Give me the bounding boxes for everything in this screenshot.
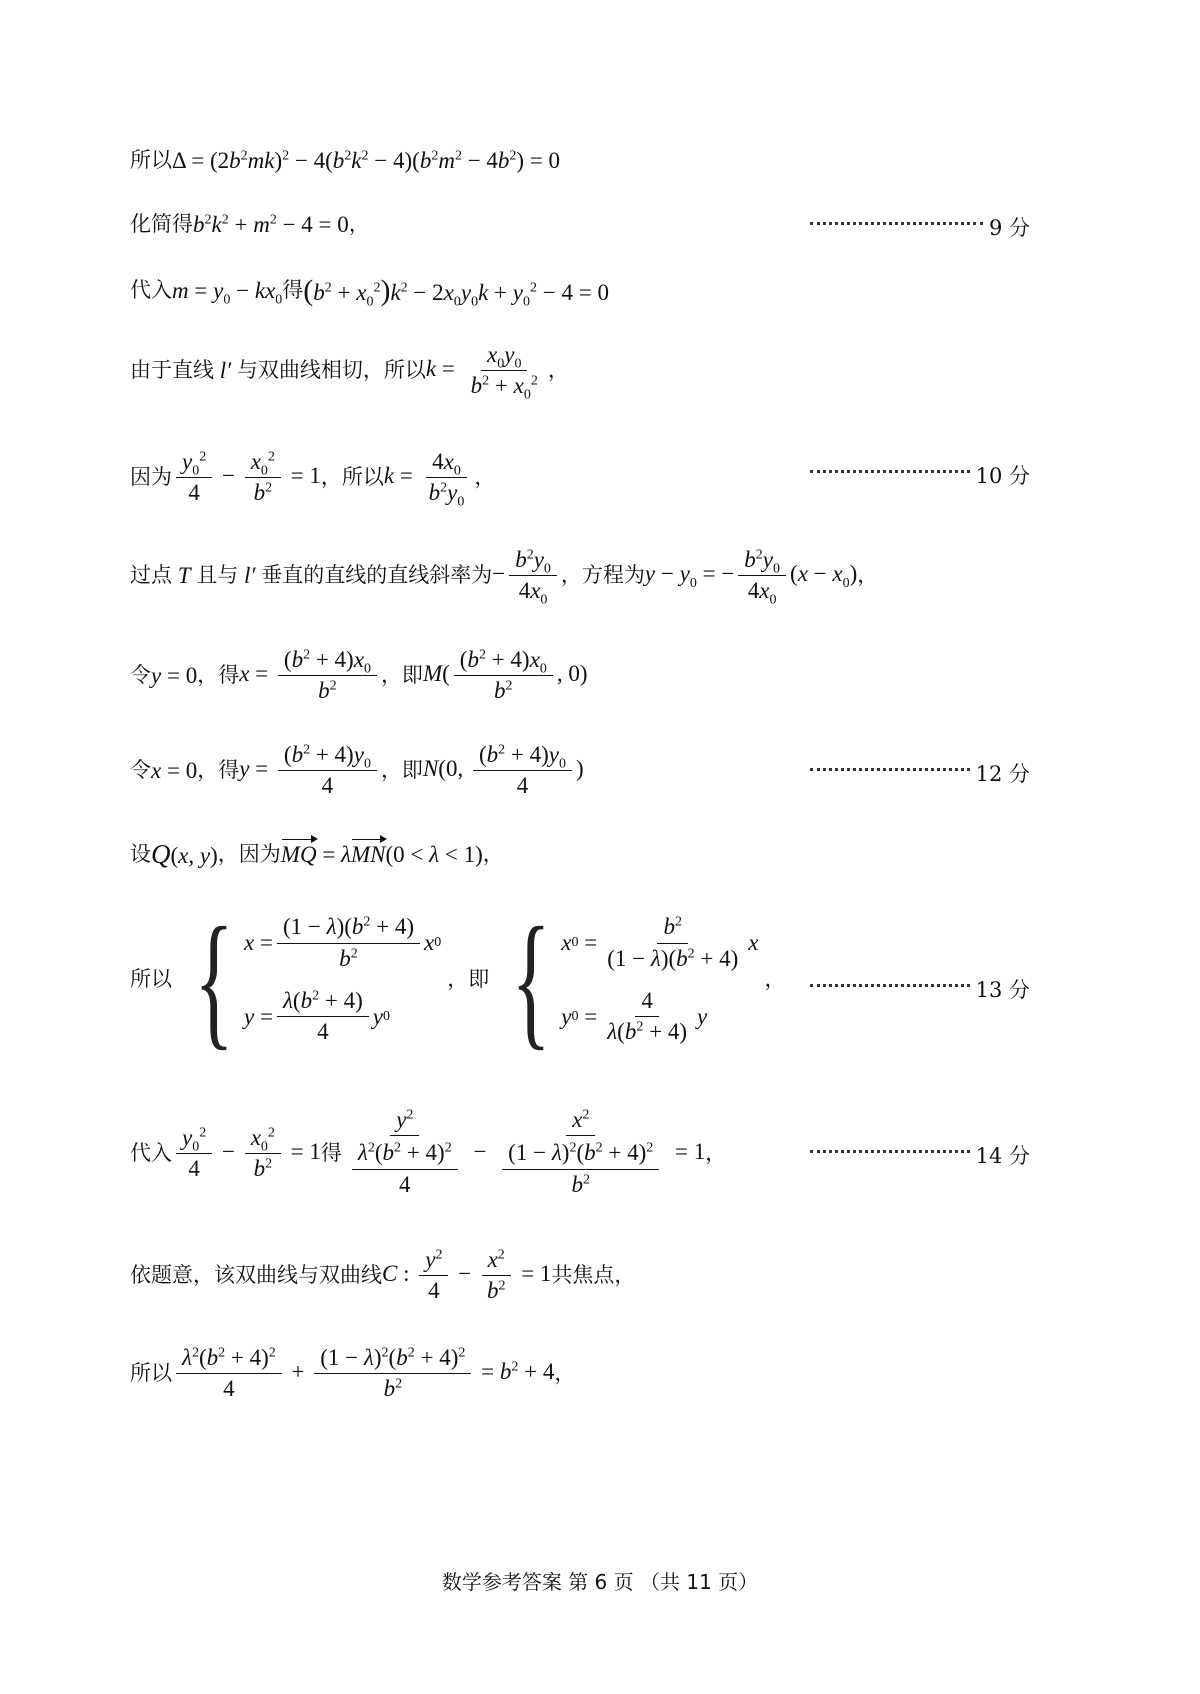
formula-y-zero: y = 0 — [151, 663, 198, 689]
line-set-q: 设 Q(x, y) ，因为 MQ = λMN(0 < λ < 1) ， — [130, 839, 504, 869]
text-prefix: 设 — [130, 842, 151, 867]
text-mid: 得 — [320, 1141, 342, 1166]
text-mid: ，得 — [197, 758, 240, 783]
line-tangent: 由于直线 l′ 与双曲线相切，所以 k = $\frac{x_0y_0}{b^2 + x_0^2}$ ， — [130, 342, 569, 404]
text-mid: 得 — [282, 277, 304, 302]
text-mid: ，因为 — [217, 842, 281, 867]
score-label: 10 分 — [975, 464, 1030, 488]
text-prefix: 化简得 — [130, 212, 193, 237]
text-mid: ，即 — [380, 758, 423, 783]
formula-hyperbola-point: $\frac{y_0^2}{4}$ − $\frac{x_0^2}{b^2}$ = 1 — [172, 1123, 321, 1185]
line-systems: 所以 { x = $\frac{(1 - \lambda)(b^2 + 4)}{b^2}$ x 0 y = $\frac{\lambda(b^2 + 4)}{4}$ y 0 ，即 { x 0 = $\frac{b^2}{(1 - \lambda)(b^2 + 4)}$ x y 0 = $\frac{4}{\lambda(b^2 + 4)}$ y ， — [130, 897, 786, 1063]
text-prefix: 令 — [130, 758, 151, 783]
text-prefix: 因为 — [130, 465, 172, 490]
text-prefix: 代入 — [130, 277, 172, 302]
formula-hyperbola-point: $\frac{y_0^2}{4}$ − $\frac{x_0^2}{b^2}$ = 1 — [172, 447, 321, 509]
formula-y-value: y = $\frac{(b^2 + 4)y_0}{4}$ — [239, 740, 381, 802]
formula-slope: − $\frac{b^2y_0}{4x_0}$ — [492, 545, 561, 607]
text-mid: ，得 — [197, 663, 240, 688]
formula-line-eq: $y - y_0$ = − $\frac{b^2y_0}{4x_0}$ $(x - x_0)$ — [644, 547, 858, 609]
text-prefix: 所以 — [130, 1361, 172, 1386]
score-mark — [810, 758, 1030, 788]
formula-point-n: N(0, $\frac{(b^2 + 4)y_0}{4}$ ) — [422, 742, 584, 799]
formula-discriminant: $\Delta = (2b^2mk)^2 - 4(b^2k^2 - 4)(b^2m^2 - 4b^2) = 0$ — [172, 148, 561, 173]
text-mid: 且与 — [196, 563, 239, 588]
formula-simplified: $b^2k^2 + m^2 - 4 = 0$ — [193, 212, 349, 237]
dot-leader — [810, 222, 983, 225]
score-label: 13 分 — [975, 978, 1030, 1002]
dot-leader — [810, 768, 970, 771]
dot-leader — [810, 984, 970, 987]
text-prefix: 由于直线 — [130, 358, 214, 383]
text-prefix: 令 — [130, 663, 151, 688]
formula-quadratic-k: $(b^2 + x_0^2)k^2 - 2x_0y_0k + y_0^2 - 4 = 0$ — [303, 274, 609, 310]
formula-k-result: k = $\frac{4x_0}{b^2y_0}$ — [384, 447, 474, 509]
dot-leader — [810, 470, 970, 473]
line-point-m — [130, 645, 587, 707]
text-mid: 与双曲线相切，所以 — [236, 358, 426, 383]
formula-x-zero: x = 0 — [151, 758, 198, 784]
formula-hyperbola-c: C : $\frac{y^2}{4}$ − $\frac{x^2}{b^2}$ = 1 — [382, 1247, 552, 1304]
formula-locus: $\frac{y^2}{\frac{\lambda^2(b^2 + 4)^2}{4}}$ − $\frac{x^2}{\frac{(1 - \lambda)^2(b^2 + 4)^2}{b^2}}$ = 1 — [342, 1105, 705, 1202]
line-simplify: 化简得 $b^2k^2 + m^2 - 4 = 0$ ， — [130, 212, 370, 237]
formula-point-q: Q(x, y) — [151, 839, 218, 869]
score-mark — [810, 1140, 1030, 1170]
text-prefix: 代入 — [130, 1141, 172, 1166]
score-mark — [810, 974, 1030, 1004]
text-mid: ，即 — [447, 967, 490, 992]
score-mark — [810, 460, 1030, 490]
score-label: 9 分 — [988, 216, 1030, 240]
line-focus-equation: 所以 $\frac{\lambda^2(b^2 + 4)^2}{4}$ + $\frac{(1 - \lambda)^2(b^2 + 4)^2}{b^2}$ = $b^2 + 4$ ， — [130, 1343, 575, 1405]
text-prefix: 所以 — [130, 967, 172, 992]
score-mark — [810, 212, 1030, 242]
score-label: 12 分 — [975, 762, 1030, 786]
line-substitute-m — [130, 274, 609, 310]
line-common-focus — [130, 1245, 635, 1307]
text-suffix: 共焦点， — [551, 1263, 636, 1288]
formula-m-def: $m = y_0 - kx_0$ — [172, 277, 283, 308]
formula-vector: MQ = λMN(0 < λ < 1) — [280, 842, 483, 868]
symbol-l-prime: l′ — [214, 358, 237, 384]
system-xy: { x = $\frac{(1 - \lambda)(b^2 + 4)}{b^2}$ x 0 y = $\frac{\lambda(b^2 + 4)}{4}$ y 0 — [194, 897, 442, 1063]
symbol-t: T — [172, 563, 197, 589]
system-x0y0: { x 0 = $\frac{b^2}{(1 - \lambda)(b^2 + 4)}$ x y 0 = $\frac{4}{\lambda(b^2 + 4)}$ y — [511, 897, 759, 1063]
formula-focus-sum: $\frac{\lambda^2(b^2 + 4)^2}{4}$ + $\frac{(1 - \lambda)^2(b^2 + 4)^2}{b^2}$ = $b^2 + 4$ — [172, 1343, 554, 1405]
symbol-l-prime: l′ — [238, 563, 262, 589]
text-mid: ，即 — [380, 663, 423, 688]
line-because: 因为 $\frac{y_0^2}{4}$ − $\frac{x_0^2}{b^2}$ = 1 ，所以 k = $\frac{4x_0}{b^2y_0}$ ， — [130, 449, 496, 511]
text-mid: 垂直的直线的直线斜率为 — [261, 563, 493, 588]
text-mid: ，所以 — [320, 465, 384, 490]
dot-leader — [810, 1150, 970, 1153]
text-mid: ，方程为 — [560, 563, 645, 588]
formula-point-m: M( $\frac{(b^2 + 4)x_0}{b^2}$ , 0) — [422, 647, 588, 704]
line-point-n — [130, 740, 584, 802]
line-discriminant — [130, 148, 560, 173]
text-prefix: 依题意，该双曲线与双曲线 — [130, 1263, 382, 1288]
formula-x-value: x = $\frac{(b^2 + 4)x_0}{b^2}$ — [239, 645, 381, 707]
line-substitute-back: 代入 $\frac{y_0^2}{4}$ − $\frac{x_0^2}{b^2}$ = 1 得 $\frac{y^2}{\frac{\lambda^2(b^2 + 4)^2}{4}}$ − $\frac{x^2}{\frac{(1 - \lambda)^2(b^2 + 4)^2}{b^2}}$ = 1 ， — [130, 1105, 726, 1202]
text-prefix: 所以 — [130, 148, 172, 173]
score-label: 14 分 — [975, 1144, 1030, 1168]
page-footer: 数学参考答案 第 6 页 （共 11 页） — [441, 1570, 759, 1594]
text-prefix: 过点 — [130, 563, 172, 588]
formula-k-tangent: k = $\frac{x_0y_0}{b^2 + x_0^2}$ — [425, 342, 538, 404]
line-perpendicular: 过点 T 且与 l′ 垂直的直线的直线斜率为 − $\frac{b^2y_0}{4x_0}$ ，方程为 $y - y_0$ = − $\frac{b^2y_0}{4x_0}$ $(x - x_0)$ ， — [130, 547, 879, 609]
